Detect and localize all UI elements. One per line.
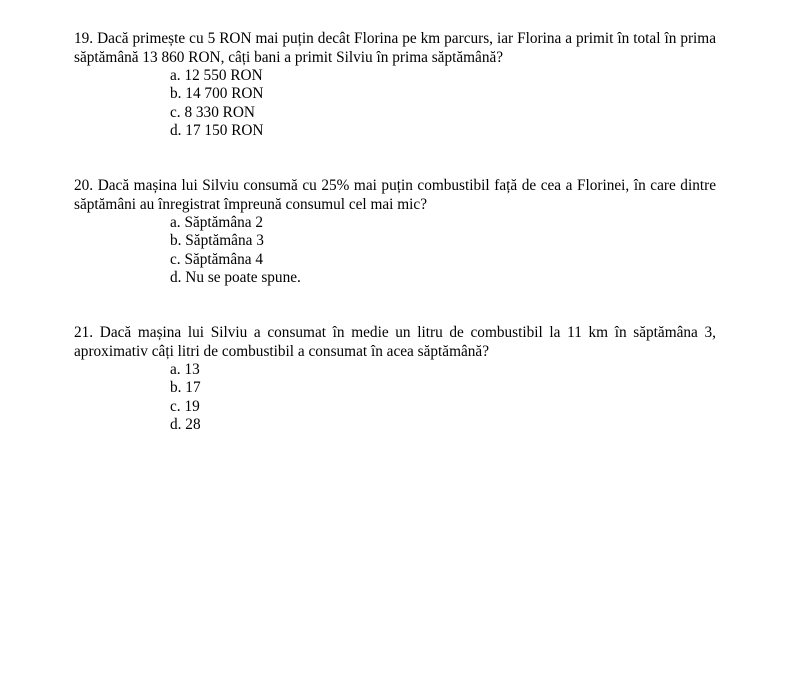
answer-option-b: b. 14 700 RON [170, 85, 264, 103]
question-20 [74, 177, 716, 287]
answer-option-c: c. 8 330 RON [170, 103, 255, 121]
answer-option-d: d. 17 150 RON [170, 121, 264, 139]
answer-option-a: a. Săptămâna 2 [170, 214, 264, 231]
question-text: Dacă mașina lui Silviu consumă cu 25% mai puțin combustibil față de cea a Florinei, în care dintre săptămâni au înregistrat împreună consumul cel mai mic? [74, 177, 716, 213]
answer-option-a: a. 13 [170, 361, 200, 378]
question-21 [74, 324, 716, 434]
answer-option-b: b. Săptămâna 3 [170, 232, 264, 250]
answer-options [74, 214, 716, 287]
answer-option-a: a. 12 550 RON [170, 67, 263, 84]
answer-option-c: c. Săptămâna 4 [170, 250, 264, 268]
question-text: Dacă mașina lui Silviu a consumat în medie un litru de combustibil la 11 km în săptămâna 3, aproximativ câți litri de combustibil a consumat în acea săptămână? [74, 324, 716, 360]
question-number: 20. [74, 177, 94, 194]
question-19 [74, 30, 716, 140]
question-text: Dacă primește cu 5 RON mai puțin decât Florina pe km parcurs, iar Florina a primit în total în prima săptămână 13 860 RON, câți bani a primit Silviu în prima săptămână? [74, 30, 716, 66]
answer-options [74, 361, 716, 434]
question-number: 21. [74, 324, 94, 341]
answer-option-d: d. 28 [170, 415, 201, 433]
answer-option-d: d. Nu se poate spune. [170, 268, 301, 286]
answer-option-b: b. 17 [170, 379, 201, 397]
question-stem [74, 30, 716, 67]
question-stem [74, 177, 716, 214]
answer-options [74, 67, 716, 140]
question-stem [74, 324, 716, 361]
answer-option-c: c. 19 [170, 397, 200, 415]
question-number: 19. [74, 30, 94, 47]
